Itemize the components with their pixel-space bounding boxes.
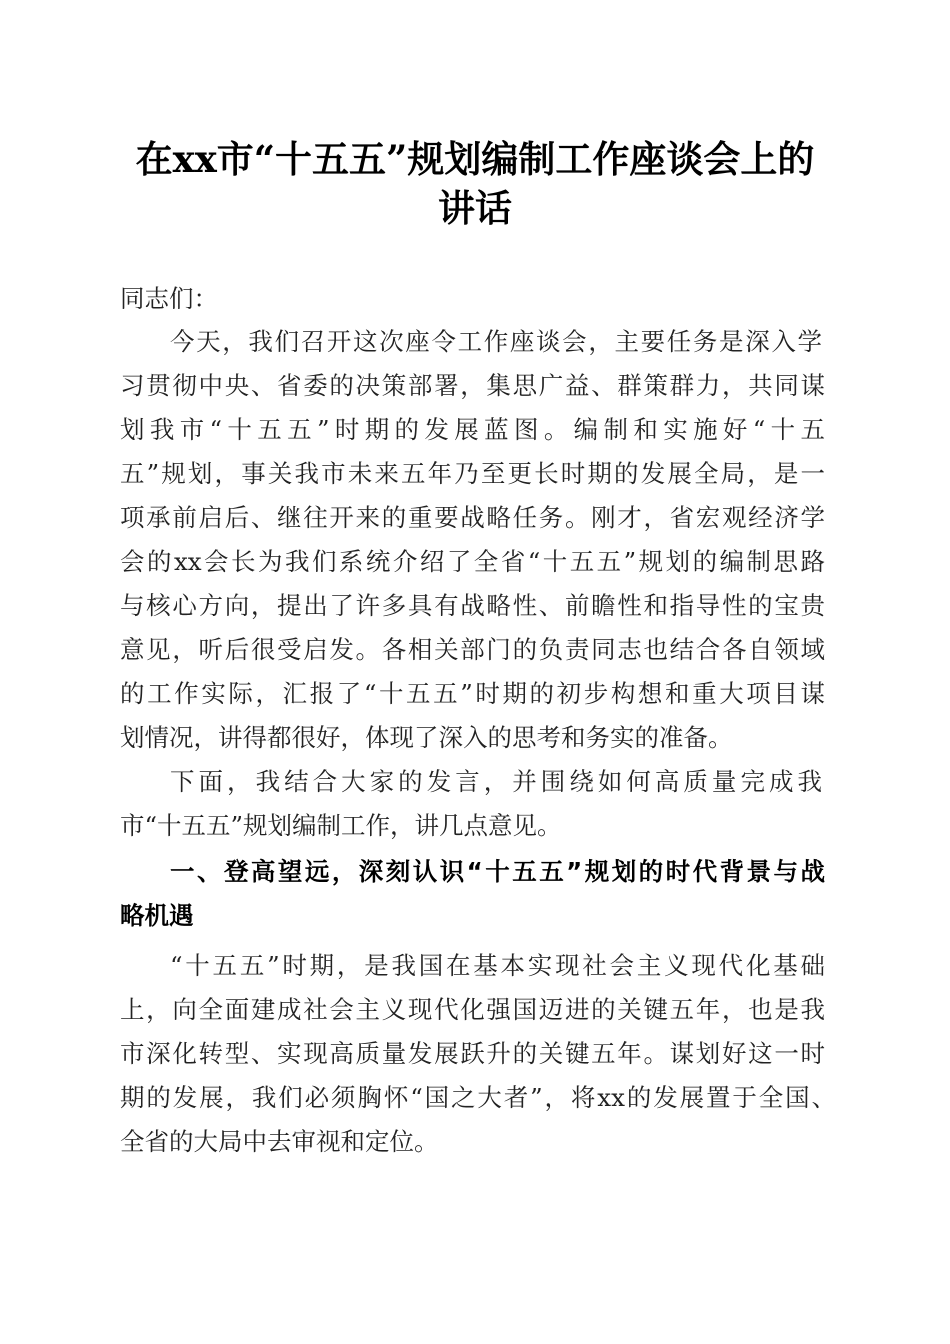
section-heading: 一、登高望远，深刻认识“十五五”规划的时代背景与战 [170, 857, 825, 886]
paragraph-line: 会的xx会长为我们系统介绍了全省“十五五”规划的编制思路 [120, 547, 825, 576]
salutation: 同志们： [120, 284, 218, 313]
paragraph-line: 下面，我结合大家的发言，并围绕如何高质量完成我 [170, 767, 822, 796]
paragraph-line: 划情况，讲得都很好，体现了深入的思考和务实的准备。 [120, 723, 733, 752]
paragraph-line: 划我市“十五五”时期的发展蓝图。编制和实施好“十五 [120, 415, 825, 444]
paragraph-line: 与核心方向，提出了许多具有战略性、前瞻性和指导性的宝贵 [120, 591, 825, 620]
paragraph-line: 上，向全面建成社会主义现代化强国迈进的关键五年，也是我 [120, 995, 825, 1024]
paragraph-line: 市“十五五”规划编制工作，讲几点意见。 [120, 811, 562, 840]
paragraph-line: 项承前启后、继往开来的重要战略任务。刚才，省宏观经济学 [120, 503, 825, 532]
section-heading-continued: 略机遇 [120, 901, 194, 930]
paragraph-line: 市深化转型、实现高质量发展跃升的关键五年。谋划好这一时 [120, 1039, 825, 1068]
document-title-line-1: 在xx市“十五五”规划编制工作座谈会上的 [135, 137, 815, 181]
paragraph-line: 的工作实际，汇报了“十五五”时期的初步构想和重大项目谋 [120, 679, 825, 708]
paragraph-line: 五”规划，事关我市未来五年乃至更长时期的发展全局，是一 [120, 459, 825, 488]
paragraph-line: 期的发展，我们必须胸怀“国之大者”，将xx的发展置于全国、 [120, 1083, 836, 1112]
paragraph-line: 意见，听后很受启发。各相关部门的负责同志也结合各自领域 [120, 635, 825, 664]
paragraph-line: 习贯彻中央、省委的决策部署，集思广益、群策群力，共同谋 [120, 371, 825, 400]
paragraph-line: 今天，我们召开这次座令工作座谈会，主要任务是深入学 [170, 327, 822, 356]
document-title-line-2: 讲话 [438, 186, 512, 230]
paragraph-line: “十五五”时期，是我国在基本实现社会主义现代化基础 [170, 951, 825, 980]
paragraph-line: 全省的大局中去审视和定位。 [120, 1127, 439, 1156]
